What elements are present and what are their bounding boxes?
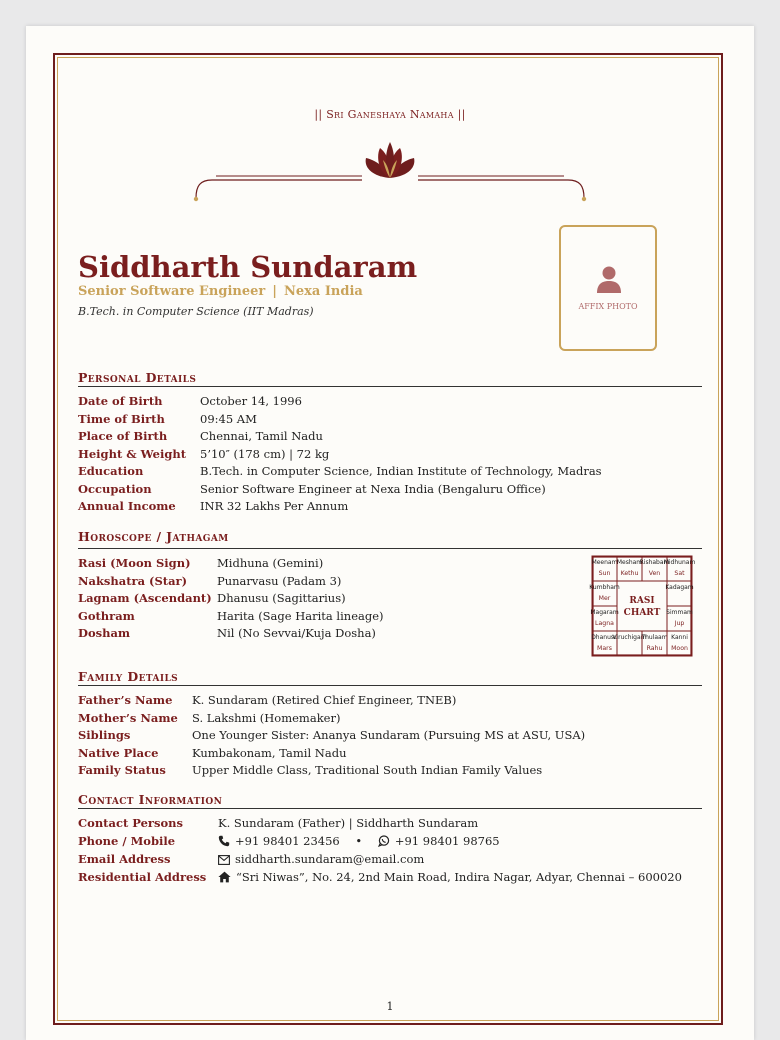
horoscope-detail-label: Gothram [78,608,135,623]
section-title-contact: Contact Information [78,792,223,807]
contact-value-email [218,852,424,866]
personal-detail-label: Date of Birth [78,394,163,408]
rasi-center-line2: CHART [623,608,661,618]
rasi-cell [617,556,642,581]
role-company: Nexa India [283,284,363,299]
rasi-cell [640,631,667,656]
rasi-center-line1: RASI [629,596,655,606]
personal-detail-value: INR 32 Lakhs Per Annum [200,499,349,513]
rasi-sign-label: Meenam [591,559,618,566]
candidate-name: Siddharth Sundaram [78,250,418,284]
section-title-family: Family Details [78,669,179,684]
horoscope-detail-label: Nakshatra (Star) [78,573,188,588]
photo-placeholder [559,225,657,351]
home-icon [218,871,231,883]
section-rule-horoscope [78,548,702,549]
photo-label: AFFIX PHOTO [578,302,638,311]
family-detail-label: Father’s Name [78,693,173,707]
rasi-cell [590,606,618,631]
section-rule-contact [78,808,702,809]
biodata-page [26,26,754,1040]
horoscope-detail-value: Punarvasu (Padam 3) [217,573,342,588]
invocation-text: || Sri Ganeshaya Namaha || [314,108,466,121]
horoscope-detail-value: Harita (Sage Harita lineage) [217,608,384,623]
family-detail-label: Family Status [78,763,166,777]
candidate-degree: B.Tech. in Computer Science (IIT Madras) [78,305,314,318]
role-title: Senior Software Engineer [78,284,266,299]
contact-bullet: • [355,834,363,848]
contact-label-address: Residential Address [78,870,207,884]
family-detail-label: Siblings [78,728,131,742]
contact-value-persons: K. Sundaram (Father) | Siddharth Sundaram [218,816,479,830]
personal-detail-value: B.Tech. in Computer Science, Indian Institute of Technology, Madras [200,464,602,478]
rasi-cell [592,556,618,581]
rasi-planet-label: Ven [648,570,661,577]
rasi-sign-label: Kanni [671,634,688,641]
section-title-personal: Personal Details [78,370,197,385]
rasi-sign-label: Dhanusu [591,634,618,641]
contact-value-phone [218,834,500,848]
contact-value-address [218,870,682,884]
family-detail-value: One Younger Sister: Ananya Sundaram (Pursuing MS at ASU, USA) [192,728,586,742]
rasi-cell [667,631,692,656]
person-icon [596,265,622,295]
lotus-ornament [186,138,596,204]
rasi-planet-label: Moon [671,645,688,652]
horoscope-detail-label: Dosham [78,626,131,640]
whatsapp-number[interactable]: +91 98401 98765 [394,834,500,848]
rasi-sign-label: Simmam [666,609,693,616]
rasi-sign-label: Thulaam [641,634,668,641]
whatsapp-icon [378,835,390,847]
rasi-planet-label: Lagna [595,620,614,627]
family-detail-label: Mother’s Name [78,710,178,725]
rasi-planet-label: Mars [597,645,612,652]
rasi-planet-label: Mer [598,595,611,602]
horoscope-detail-value: Midhuna (Gemini) [217,556,324,570]
family-detail-value: S. Lakshmi (Homemaker) [192,710,341,725]
rasi-cell [589,581,620,606]
rasi-sign-label: Magaram [590,609,619,616]
horoscope-detail-value: Dhanusu (Sagittarius) [217,591,346,605]
family-detail-value: K. Sundaram (Retired Chief Engineer, TNEB) [192,693,457,707]
personal-detail-label: Annual Income [78,499,176,513]
rasi-sign-label: Viruchigam [612,634,647,641]
personal-detail-label: Occupation [78,481,152,496]
role-separator: | [272,284,277,299]
phone-icon [218,835,230,847]
personal-detail-value: Chennai, Tamil Nadu [200,429,323,443]
personal-detail-value: 5’10″ (178 cm) | 72 kg [200,446,330,461]
email-address[interactable]: siddharth.sundaram@email.com [235,852,425,866]
phone-number[interactable]: +91 98401 23456 [235,834,340,848]
rasi-sign-label: Kumbham [589,584,620,591]
section-title-horoscope: Horoscope / Jathagam [78,529,229,544]
personal-detail-value: 09:45 AM [200,411,257,426]
contact-label-persons: Contact Persons [78,816,183,830]
rasi-planet-label: Jup [674,620,685,627]
contact-label-phone: Phone / Mobile [78,834,176,848]
personal-detail-value: October 14, 1996 [200,394,302,408]
rasi-sign-label: Rishabam [639,559,670,566]
page-number: 1 [386,1000,394,1013]
personal-detail-label: Height & Weight [78,446,187,461]
rasi-chart [589,556,696,656]
rasi-planet-label: Sat [674,570,685,577]
section-rule-personal [78,386,702,387]
personal-detail-label: Time of Birth [78,411,165,426]
rasi-cell [666,606,693,631]
lotus-icon [366,142,415,178]
ornament-rule-right [418,176,586,201]
address-text: “Sri Niwas”, No. 24, 2nd Main Road, Indira Nagar, Adyar, Chennai – 600020 [236,870,682,884]
family-detail-value: Kumbakonam, Tamil Nadu [192,745,347,760]
family-detail-label: Native Place [78,745,159,760]
envelope-icon [218,855,230,865]
contact-label-email: Email Address [78,852,171,866]
horoscope-detail-label: Rasi (Moon Sign) [78,556,191,570]
rasi-planet-label: Sun [598,570,611,577]
rasi-planet-label: Kethu [620,570,639,577]
horoscope-detail-label: Lagnam (Ascendant) [78,591,212,605]
personal-detail-label: Place of Birth [78,429,168,443]
horoscope-detail-value: Nil (No Sevvai/Kuja Dosha) [217,626,376,640]
candidate-role [78,284,363,299]
personal-detail-label: Education [78,464,144,478]
section-rule-family [78,685,702,686]
personal-detail-value: Senior Software Engineer at Nexa India (Bengaluru Office) [200,481,546,496]
rasi-cell [665,581,693,606]
ornament-rule-left [194,176,362,201]
rasi-sign-label: Kadagam [665,584,694,591]
family-detail-value: Upper Middle Class, Traditional South Indian Family Values [192,763,543,777]
rasi-sign-label: Midhunam [663,559,696,566]
rasi-sign-label: Mesham [616,559,643,566]
rasi-planet-label: Rahu [646,645,663,652]
